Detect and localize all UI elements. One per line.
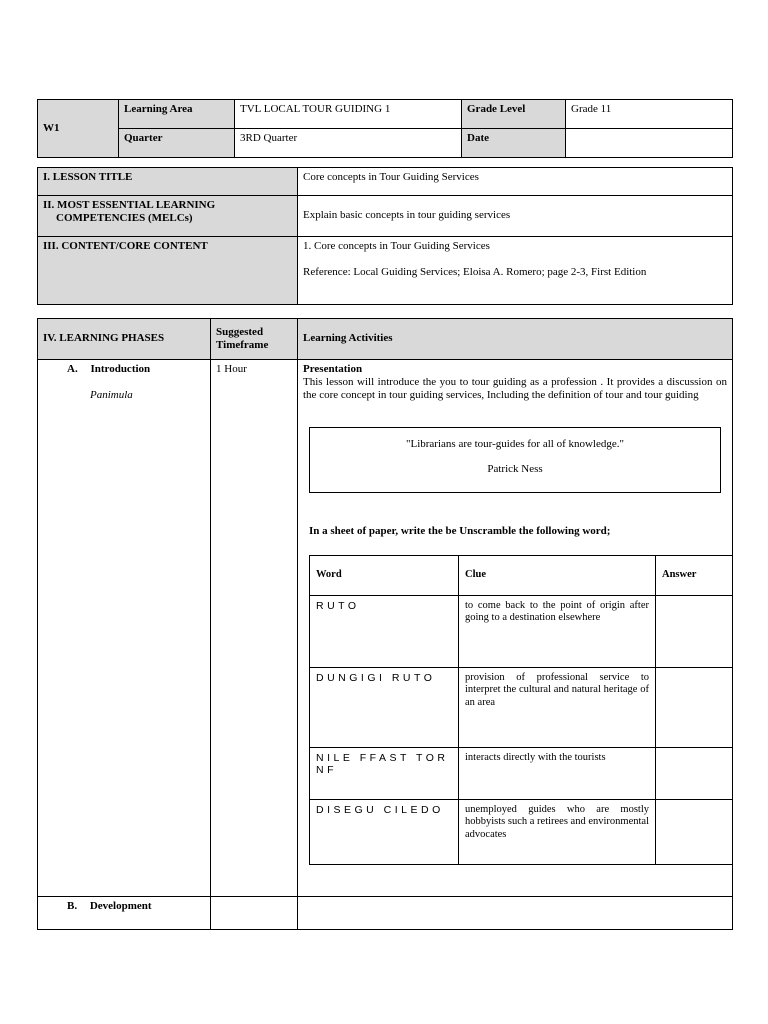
table-row	[310, 747, 733, 799]
development-activities	[298, 897, 733, 930]
presentation-text: This lesson will introduce the you to tour guiding as a profession . It provides a discussion on the core concept in tour guiding services, Including the definition of tour and tour guiding	[303, 376, 727, 402]
phases-header: IV. LEARNING PHASES	[38, 319, 211, 360]
grade-level-label: Grade Level	[462, 100, 566, 129]
clue-text: provision of professional service to interpret the cultural and natural heritage of an area	[459, 667, 656, 747]
answer-column-header: Answer	[656, 555, 733, 595]
table-row	[310, 667, 733, 747]
activities-header: Learning Activities	[298, 319, 733, 360]
clue-text: interacts directly with the tourists	[459, 747, 656, 799]
scrambled-word: DISEGU CILEDO	[310, 799, 459, 864]
development-phase-cell	[38, 897, 211, 930]
content-value: 1. Core concepts in Tour Guiding Services	[303, 240, 490, 252]
introduction-phase-cell	[38, 360, 211, 897]
lesson-title-label: I. LESSON TITLE	[38, 168, 298, 196]
melc-label-line-1: II. MOST ESSENTIAL LEARNING	[43, 199, 216, 211]
lesson-title-value: Core concepts in Tour Guiding Services	[298, 168, 733, 196]
content-label: III. CONTENT/CORE CONTENT	[38, 237, 298, 305]
scrambled-word: NILE FFAST TOR NF	[310, 747, 459, 799]
date-label: Date	[462, 129, 566, 158]
quote-box	[309, 427, 721, 493]
introduction-activities	[298, 360, 733, 897]
table-row	[310, 799, 733, 864]
introduction-heading	[43, 363, 205, 376]
word-column-header: Word	[310, 555, 459, 595]
timeframe-header-line-1: Suggested	[216, 325, 264, 338]
timeframe-header	[211, 319, 298, 360]
lesson-info-table	[37, 167, 733, 305]
answer-cell[interactable]	[656, 747, 733, 799]
development-timeframe	[211, 897, 298, 930]
quote-text: "Librarians are tour-guides for all of knowledge."	[406, 437, 624, 450]
header-table	[37, 99, 733, 158]
quarter-value: 3RD Quarter	[235, 129, 462, 158]
melc-label-line-2: COMPETENCIES (MELCs)	[56, 212, 193, 225]
melc-label	[38, 196, 298, 237]
clue-text: unemployed guides who are mostly hobbyists such a retirees and environmental advocates	[459, 799, 656, 864]
development-heading	[43, 900, 205, 913]
date-value	[566, 129, 733, 158]
learning-area-value: TVL LOCAL TOUR GUIDING 1	[235, 100, 462, 129]
content-cell	[298, 237, 733, 305]
learning-area-label: Learning Area	[119, 100, 235, 129]
unscramble-table	[309, 555, 733, 865]
development-letter: B.	[67, 900, 78, 912]
quote-author: Patrick Ness	[487, 462, 543, 475]
introduction-sub: Panimula	[90, 389, 133, 402]
introduction-label: Introduction	[90, 363, 151, 375]
answer-cell[interactable]	[656, 595, 733, 667]
introduction-timeframe: 1 Hour	[211, 360, 298, 897]
reference-text: Reference: Local Guiding Services; Eloisa A. Romero; page 2-3, First Edition	[303, 266, 647, 279]
scrambled-word: DUNGIGI RUTO	[310, 667, 459, 747]
table-row	[310, 595, 733, 667]
week-cell: W1	[38, 100, 119, 158]
timeframe-header-line-2: Timeframe	[216, 339, 269, 351]
introduction-letter: A.	[67, 363, 78, 375]
unscramble-instruction: In a sheet of paper, write the be Unscramble the following word;	[309, 524, 611, 537]
clue-text: to come back to the point of origin after going to a destination elsewhere	[459, 595, 656, 667]
scrambled-word: RUTO	[310, 595, 459, 667]
clue-column-header: Clue	[459, 555, 656, 595]
melc-value: Explain basic concepts in tour guiding services	[298, 196, 733, 237]
learning-phases-table	[37, 318, 733, 930]
quarter-label: Quarter	[119, 129, 235, 158]
answer-cell[interactable]	[656, 667, 733, 747]
answer-cell[interactable]	[656, 799, 733, 864]
grade-level-value: Grade 11	[566, 100, 733, 129]
presentation-heading: Presentation	[303, 363, 363, 375]
development-label: Development	[89, 900, 152, 912]
